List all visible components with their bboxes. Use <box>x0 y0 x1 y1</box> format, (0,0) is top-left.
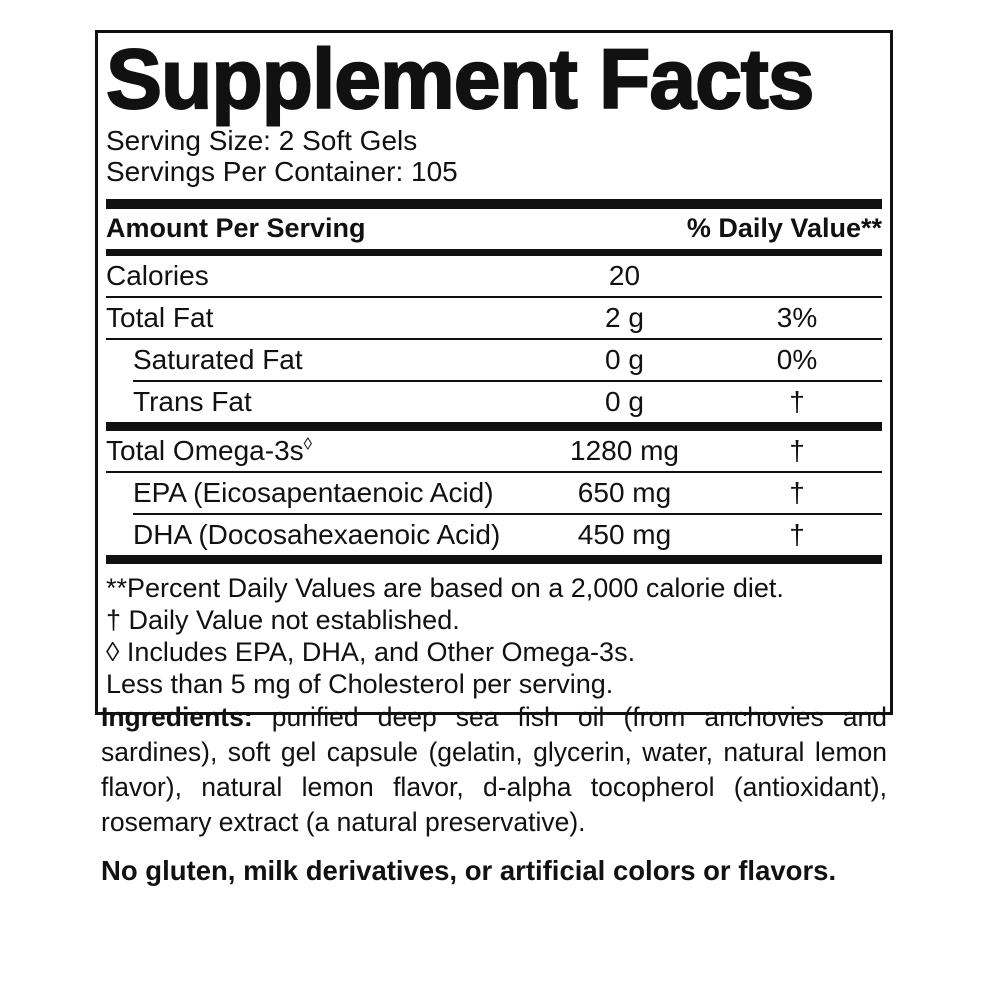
ingredients-label: Ingredients: <box>101 702 253 732</box>
nutrient-name: Saturated Fat <box>133 344 303 375</box>
nutrient-row-trans-fat <box>106 382 882 422</box>
nutrient-amount: 0 g <box>605 344 644 375</box>
thick-rule-bottom <box>106 555 882 564</box>
facts-title: Supplement Facts <box>106 32 814 126</box>
nutrient-row-saturated-fat <box>106 340 882 380</box>
nutrient-amount: 650 mg <box>577 477 672 508</box>
ingredients-text: purified deep sea fish oil (from anchovies and sardines), soft gel capsule (gelatin, glycerin, water, natural lemon flavor), natural lemon flavor, d-alpha tocopherol (antioxidant), rosemary extract (a natural preservative). <box>101 702 887 837</box>
column-header-row <box>106 209 882 249</box>
nutrient-amount: 20 <box>608 260 641 291</box>
nutrient-daily-value: 0% <box>776 344 818 375</box>
nutrient-amount: 1280 mg <box>570 435 679 466</box>
supplement-facts-panel <box>95 30 893 715</box>
nutrient-amount: 450 mg <box>577 519 672 550</box>
nutrient-row-dha <box>106 515 882 555</box>
nutrient-row-total-fat <box>106 298 882 338</box>
footnotes <box>106 564 882 712</box>
nutrient-name: Calories <box>106 260 209 291</box>
thick-rule-mid <box>106 422 882 431</box>
nutrient-name: DHA (Docosahexaenoic Acid) <box>133 519 501 550</box>
nutrient-daily-value: † <box>789 477 805 508</box>
footnote-daily-values: **Percent Daily Values are based on a 2,000 calorie diet. <box>106 573 784 603</box>
nutrient-row-calories <box>106 256 882 296</box>
nutrient-amount: 2 g <box>605 302 644 333</box>
nutrient-daily-value: † <box>789 519 805 550</box>
nutrient-amount: 0 g <box>605 386 644 417</box>
allergen-statement: No gluten, milk derivatives, or artificial colors or flavors. <box>101 855 837 886</box>
nutrient-name: Trans Fat <box>133 386 252 417</box>
footnote-dagger: † Daily Value not established. <box>106 605 460 635</box>
amount-per-serving-header: Amount Per Serving <box>106 213 366 243</box>
nutrient-daily-value: † <box>789 386 805 417</box>
nutrient-row-epa <box>106 473 882 513</box>
footnote-lozenge: ◊ Includes EPA, DHA, and Other Omega-3s. <box>106 637 636 667</box>
lozenge-symbol: ◊ <box>303 434 313 454</box>
nutrient-name: EPA (Eicosapentaenoic Acid) <box>133 477 494 508</box>
daily-value-header: % Daily Value** <box>686 213 882 243</box>
nutrient-name: Total Fat <box>106 302 214 333</box>
footnote-cholesterol: Less than 5 mg of Cholesterol per serving. <box>106 669 614 699</box>
ingredients-paragraph <box>95 700 893 840</box>
thick-rule-top <box>106 199 882 209</box>
nutrient-row-total-omega3s <box>106 431 882 471</box>
thick-rule-header <box>106 249 882 256</box>
serving-size: Serving Size: 2 Soft Gels <box>106 125 418 156</box>
nutrient-daily-value: † <box>789 435 805 466</box>
nutrient-name-text: Total Omega-3s <box>106 435 304 466</box>
servings-per-container: Servings Per Container: 105 <box>106 156 458 187</box>
nutrient-name <box>106 435 537 467</box>
nutrient-daily-value: 3% <box>776 302 818 333</box>
